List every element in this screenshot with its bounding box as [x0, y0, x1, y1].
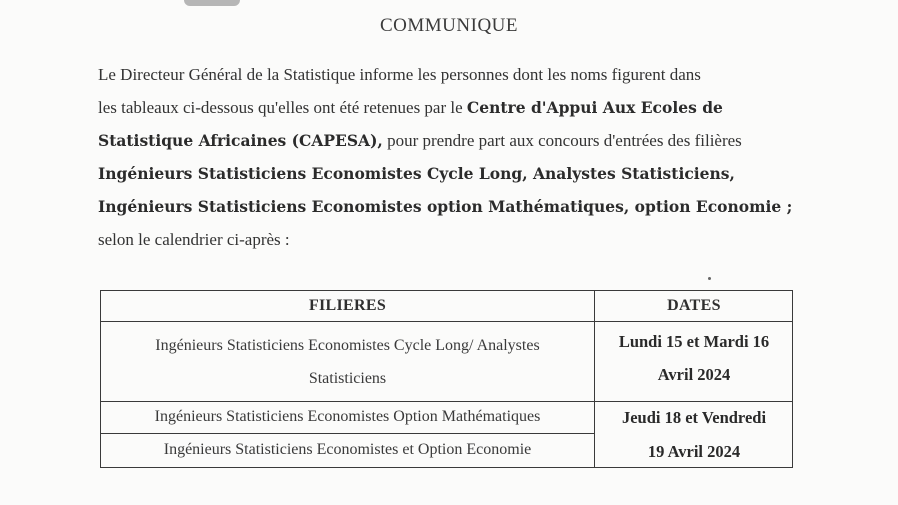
merged-date-line-2: 19 Avril 2024 [647, 442, 741, 461]
paragraph-line-3-text: pour prendre part aux concours d'entrées des filières [382, 131, 742, 150]
paragraph-line-3 [98, 124, 858, 157]
row-2-filiere: Ingénieurs Statisticiens Economistes Option Mathématiques [154, 408, 541, 425]
row-1-date-line-1: Lundi 15 et Mardi 16 [618, 332, 770, 351]
paragraph-line-2-text: les tableaux ci-dessous qu'elles ont été retenues par le [98, 98, 467, 117]
row-1-filiere-line-1: Ingénieurs Statisticiens Economistes Cycle Long/ Analystes [155, 337, 540, 354]
scan-smudge [184, 0, 240, 6]
header-divider [101, 321, 792, 322]
paragraph-line-4 [98, 157, 858, 190]
merged-date [596, 401, 792, 469]
paragraph-line-2 [98, 91, 858, 124]
document-title: COMMUNIQUE [380, 15, 518, 36]
header-dates: DATES [667, 297, 721, 314]
row-1-filiere-line-2: Statisticiens [308, 370, 387, 387]
merged-date-line-1: Jeudi 18 et Vendredi [621, 408, 767, 427]
row-1-filiere [101, 329, 594, 395]
paragraph-line-6: selon le calendrier ci-après : [98, 230, 290, 249]
filieres-list-part1: Ingénieurs Statisticiens Economistes Cycle Long, Analystes Statisticiens, [98, 164, 735, 183]
paragraph-line-1: Le Directeur Général de la Statistique informe les personnes dont les noms figurent dans [98, 65, 701, 84]
row-3-filiere: Ingénieurs Statisticiens Economistes et Option Economie [163, 441, 532, 458]
filieres-list-part2: Ingénieurs Statisticiens Economistes option Mathématiques, option Economie ; [98, 197, 793, 216]
communique-paragraph [98, 58, 858, 256]
scan-dot [708, 277, 711, 280]
row-1-date-line-2: Avril 2024 [657, 365, 731, 384]
row-1-date [596, 325, 792, 391]
header-filieres: FILIERES [308, 297, 387, 314]
capesa-name-part2: Statistique Africaines (CAPESA), [98, 131, 383, 150]
capesa-name-part1: Centre d'Appui Aux Ecoles de [466, 98, 723, 117]
schedule-table [100, 290, 793, 468]
paragraph-line-5 [98, 190, 858, 223]
